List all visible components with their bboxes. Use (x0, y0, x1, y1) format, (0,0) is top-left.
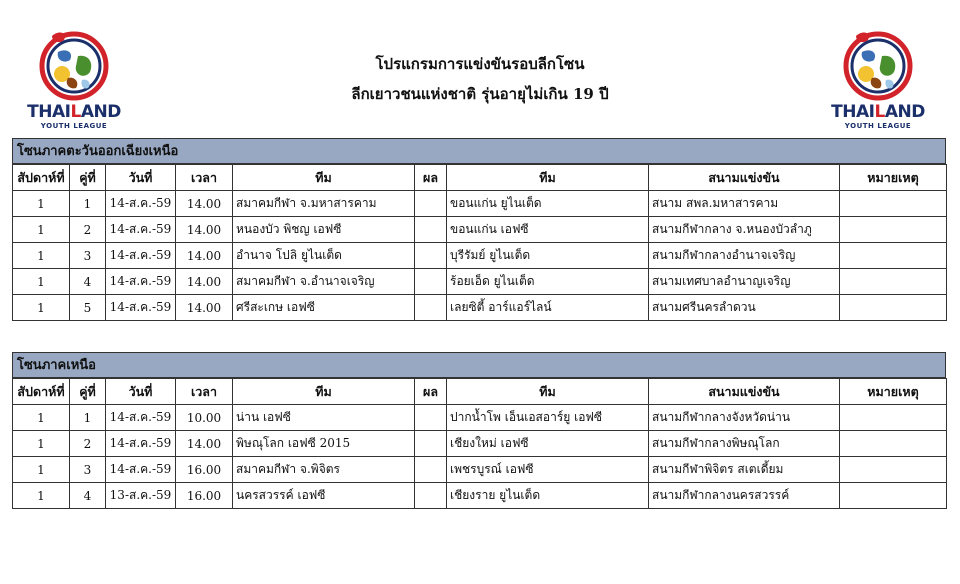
remarks-cell (840, 269, 947, 295)
table-row (13, 269, 947, 295)
table-row (13, 217, 947, 243)
table-row (13, 191, 947, 217)
week-cell: 1 (13, 295, 70, 321)
page-subtitle: ลีกเยาวชนแห่งชาติ รุ่นอายุไม่เกิน 19 ปี (351, 85, 609, 103)
football-emblem-icon (18, 28, 130, 102)
result-cell (415, 269, 447, 295)
away-team-cell: บุรีรัมย์ ยูไนเต็ด (447, 243, 649, 269)
home-team-cell: สมาคมกีฬา จ.อำนาจเจริญ (233, 269, 415, 295)
venue-cell: สนามศรีนครลำดวน (649, 295, 840, 321)
week-cell: 1 (13, 431, 70, 457)
date-cell: 14-ส.ค.-59 (106, 217, 176, 243)
col-time: เวลา (176, 379, 233, 405)
home-team-cell: นครสวรรค์ เอฟซี (233, 483, 415, 509)
col-venue: สนามแข่งขัน (649, 165, 840, 191)
result-cell (415, 191, 447, 217)
match-cell: 1 (70, 191, 106, 217)
col-match: คู่ที่ (70, 379, 106, 405)
date-cell: 14-ส.ค.-59 (106, 431, 176, 457)
away-team-cell: เพชรบูรณ์ เอฟซี (447, 457, 649, 483)
col-result: ผล (415, 165, 447, 191)
result-cell (415, 431, 447, 457)
home-team-cell: อำนาจ โปลิ ยูไนเต็ด (233, 243, 415, 269)
venue-cell: สนามกีฬากลางพิษณุโลก (649, 431, 840, 457)
thailand-youth-league-logo-left (18, 28, 130, 128)
result-cell (415, 457, 447, 483)
col-away-team: ทีม (447, 165, 649, 191)
week-cell: 1 (13, 269, 70, 295)
col-home-team: ทีม (233, 379, 415, 405)
away-team-cell: ขอนแก่น เอฟซี (447, 217, 649, 243)
remarks-cell (840, 483, 947, 509)
col-match: คู่ที่ (70, 165, 106, 191)
col-time: เวลา (176, 165, 233, 191)
col-week: สัปดาห์ที่ (13, 165, 70, 191)
logo-subtext: YOUTH LEAGUE (844, 122, 912, 130)
home-team-cell: พิษณุโลก เอฟซี 2015 (233, 431, 415, 457)
date-cell: 13-ส.ค.-59 (106, 483, 176, 509)
zone-heading: โซนภาคเหนือ (12, 352, 946, 378)
table-row (13, 243, 947, 269)
remarks-cell (840, 405, 947, 431)
venue-cell: สนามกีฬากลางจังหวัดน่าน (649, 405, 840, 431)
match-cell: 4 (70, 483, 106, 509)
time-cell: 14.00 (176, 295, 233, 321)
table-row (13, 483, 947, 509)
time-cell: 14.00 (176, 243, 233, 269)
date-cell: 14-ส.ค.-59 (106, 457, 176, 483)
remarks-cell (840, 191, 947, 217)
table-row (13, 295, 947, 321)
home-team-cell: สมาคมกีฬา จ.มหาสารคาม (233, 191, 415, 217)
away-team-cell: เชียงใหม่ เอฟซี (447, 431, 649, 457)
result-cell (415, 405, 447, 431)
remarks-cell (840, 431, 947, 457)
week-cell: 1 (13, 243, 70, 269)
zone-section-north (12, 352, 946, 509)
time-cell: 14.00 (176, 431, 233, 457)
time-cell: 10.00 (176, 405, 233, 431)
week-cell: 1 (13, 483, 70, 509)
venue-cell: สนาม สพล.มหาสารคาม (649, 191, 840, 217)
match-cell: 2 (70, 431, 106, 457)
away-team-cell: ร้อยเอ็ด ยูไนเต็ด (447, 269, 649, 295)
match-cell: 2 (70, 217, 106, 243)
date-cell: 14-ส.ค.-59 (106, 295, 176, 321)
match-cell: 3 (70, 457, 106, 483)
zone-section-northeast (12, 138, 946, 321)
away-team-cell: เชียงราย ยูไนเต็ด (447, 483, 649, 509)
week-cell: 1 (13, 191, 70, 217)
home-team-cell: ศรีสะเกษ เอฟซี (233, 295, 415, 321)
time-cell: 16.00 (176, 483, 233, 509)
remarks-cell (840, 295, 947, 321)
time-cell: 14.00 (176, 191, 233, 217)
week-cell: 1 (13, 405, 70, 431)
venue-cell: สนามเทศบาลอำนาญเจริญ (649, 269, 840, 295)
logo-subtext: YOUTH LEAGUE (40, 122, 108, 130)
logo-wordmark: THAILAND (27, 102, 121, 122)
home-team-cell: น่าน เอฟซี (233, 405, 415, 431)
time-cell: 14.00 (176, 217, 233, 243)
match-cell: 3 (70, 243, 106, 269)
table-row (13, 405, 947, 431)
zone-heading: โซนภาคตะวันออกเฉียงเหนือ (12, 138, 946, 164)
away-team-cell: เลยซิตี้ อาร์แอร์ไลน์ (447, 295, 649, 321)
date-cell: 14-ส.ค.-59 (106, 191, 176, 217)
col-venue: สนามแข่งขัน (649, 379, 840, 405)
venue-cell: สนามกีฬากลาง จ.หนองบัวลำภู (649, 217, 840, 243)
week-cell: 1 (13, 217, 70, 243)
result-cell (415, 295, 447, 321)
match-cell: 4 (70, 269, 106, 295)
match-cell: 5 (70, 295, 106, 321)
result-cell (415, 217, 447, 243)
col-result: ผล (415, 379, 447, 405)
thailand-youth-league-logo-right (822, 28, 934, 128)
col-date: วันที่ (106, 379, 176, 405)
table-header-row (13, 165, 947, 191)
remarks-cell (840, 457, 947, 483)
time-cell: 14.00 (176, 269, 233, 295)
col-away-team: ทีม (447, 379, 649, 405)
week-cell: 1 (13, 457, 70, 483)
time-cell: 16.00 (176, 457, 233, 483)
date-cell: 14-ส.ค.-59 (106, 405, 176, 431)
remarks-cell (840, 217, 947, 243)
col-remarks: หมายเหตุ (840, 379, 947, 405)
venue-cell: สนามกีฬากลางนครสวรรค์ (649, 483, 840, 509)
col-week: สัปดาห์ที่ (13, 379, 70, 405)
col-remarks: หมายเหตุ (840, 165, 947, 191)
page-title: โปรแกรมการแข่งขันรอบลีกโซน (375, 55, 585, 73)
match-cell: 1 (70, 405, 106, 431)
home-team-cell: หนองบัว พิชญ เอฟซี (233, 217, 415, 243)
fixture-table (12, 378, 947, 509)
football-emblem-icon (822, 28, 934, 102)
result-cell (415, 243, 447, 269)
col-date: วันที่ (106, 165, 176, 191)
table-header-row (13, 379, 947, 405)
away-team-cell: ขอนแก่น ยูไนเต็ด (447, 191, 649, 217)
remarks-cell (840, 243, 947, 269)
date-cell: 14-ส.ค.-59 (106, 269, 176, 295)
home-team-cell: สมาคมกีฬา จ.พิจิตร (233, 457, 415, 483)
col-home-team: ทีม (233, 165, 415, 191)
result-cell (415, 483, 447, 509)
venue-cell: สนามกีฬากลางอำนาจเจริญ (649, 243, 840, 269)
venue-cell: สนามกีฬาพิจิตร สเตเดี้ยม (649, 457, 840, 483)
table-row (13, 457, 947, 483)
table-row (13, 431, 947, 457)
logo-wordmark: THAILAND (831, 102, 925, 122)
date-cell: 14-ส.ค.-59 (106, 243, 176, 269)
away-team-cell: ปากน้ำโพ เอ็นเอสอาร์ยู เอฟซี (447, 405, 649, 431)
fixture-table (12, 164, 947, 321)
